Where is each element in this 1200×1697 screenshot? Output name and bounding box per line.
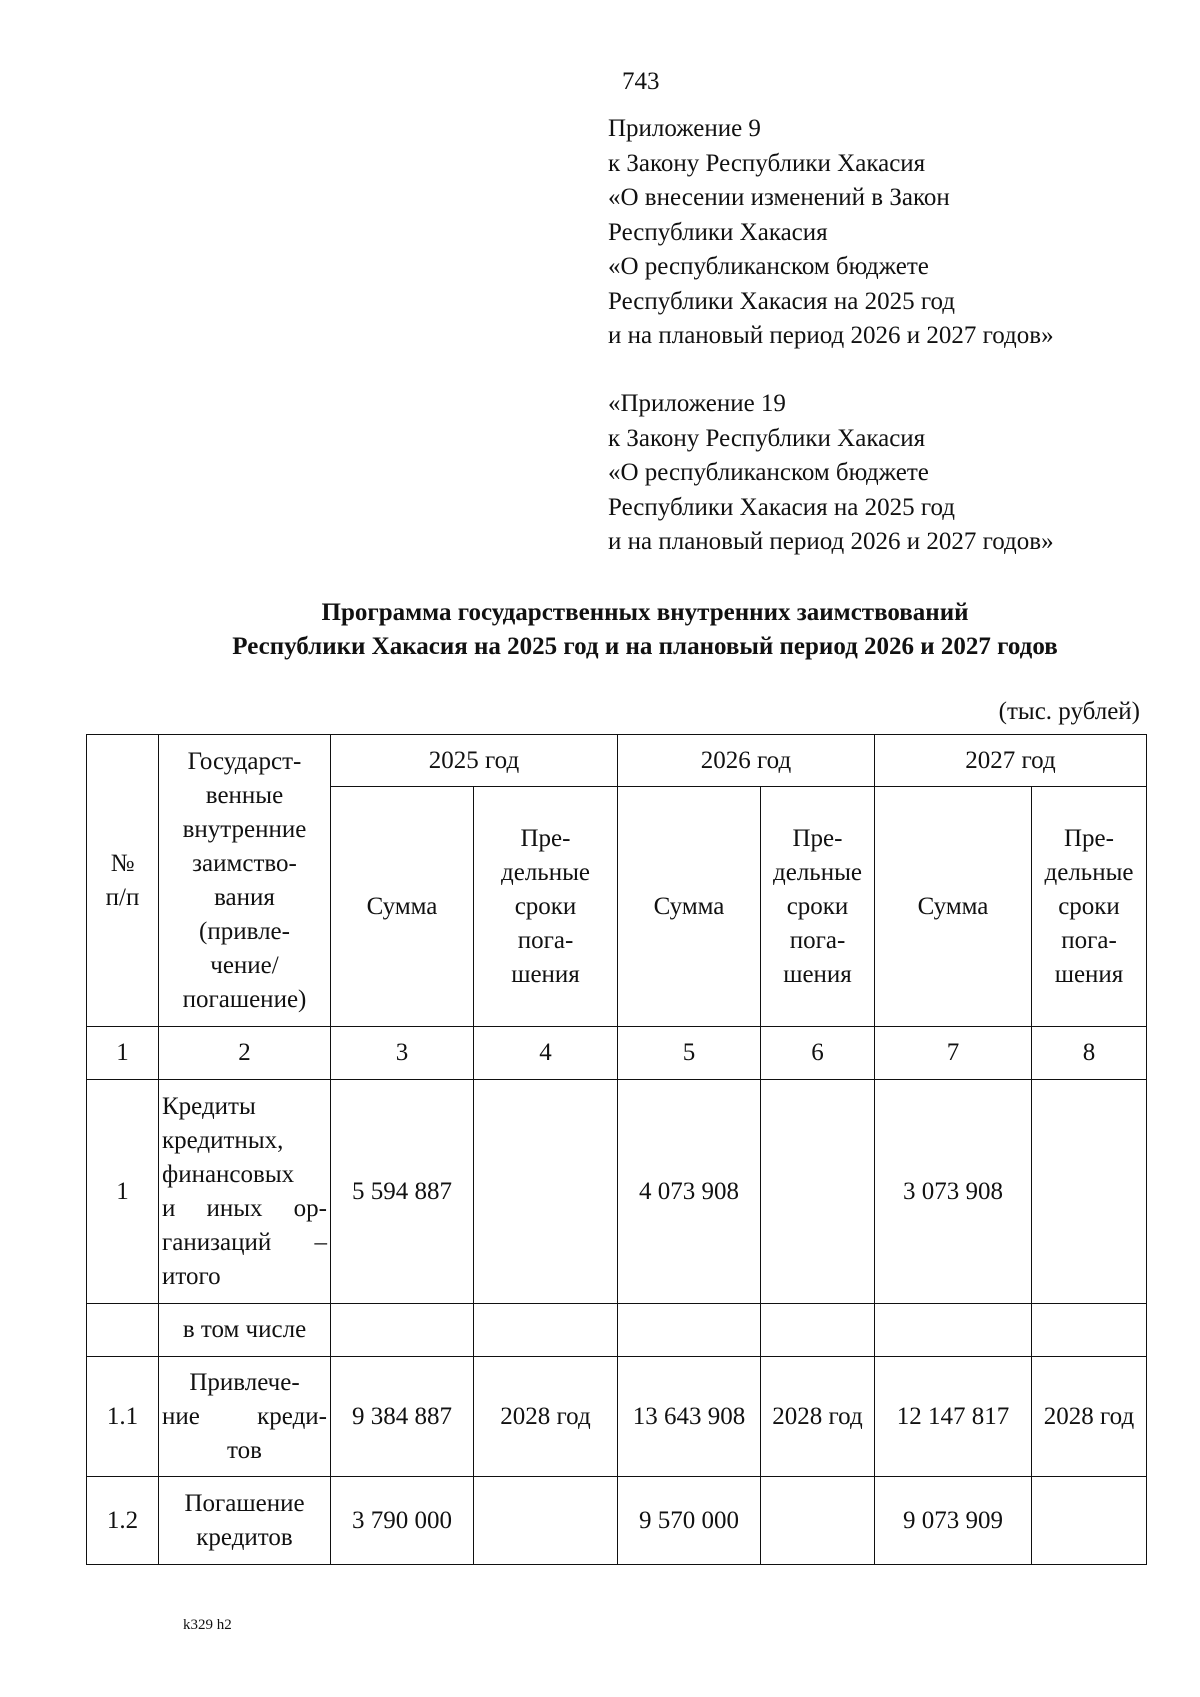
row-num: 1.1 [87, 1357, 159, 1477]
row-num: 1 [87, 1080, 159, 1304]
document-title-line-2: Республики Хакасия на 2025 год и на плановый период 2026 и 2027 годов [232, 633, 1058, 660]
col-number: 8 [1032, 1027, 1147, 1080]
row-num: 1.2 [87, 1477, 159, 1565]
row-sum-2025: 3 790 000 [331, 1477, 474, 1565]
row-sum-2026 [618, 1304, 761, 1357]
row-num [87, 1304, 159, 1357]
table-row [87, 1357, 1147, 1477]
header-term-2027: Пре- дельные сроки пога- шения [1032, 787, 1147, 1027]
page-number: 743 [622, 68, 660, 95]
header-sum-2026: Сумма [618, 787, 761, 1027]
borrowing-table [86, 734, 1147, 1565]
appendix-line: и на плановый период 2026 и 2027 годов» [608, 528, 1054, 555]
row-sum-2027 [875, 1304, 1032, 1357]
row-term-2027: 2028 год [1032, 1357, 1147, 1477]
row-sum-2027: 12 147 817 [875, 1357, 1032, 1477]
row-sum-2026: 4 073 908 [618, 1080, 761, 1304]
col-number: 2 [159, 1027, 331, 1080]
row-name: Привлече- ние креди- тов [159, 1357, 331, 1477]
header-num: № п/п [87, 735, 159, 1027]
row-sum-2025 [331, 1304, 474, 1357]
appendix-line: Республики Хакасия на 2025 год [608, 287, 956, 315]
appendix-9-block [608, 112, 1054, 354]
row-name: в том числе [159, 1304, 331, 1357]
header-sum-2025: Сумма [331, 787, 474, 1027]
row-sum-2025: 9 384 887 [331, 1357, 474, 1477]
row-term-2026: 2028 год [761, 1357, 875, 1477]
appendix-line: к Закону Республики Хакасия [608, 149, 926, 177]
row-name: Погашение кредитов [159, 1477, 331, 1565]
row-sum-2027: 9 073 909 [875, 1477, 1032, 1565]
row-term-2027 [1032, 1477, 1147, 1565]
appendix-line: и на плановый период 2026 и 2027 годов» [608, 322, 1054, 349]
row-name: Кредиты кредитных, финансовых и иных ор- ганизаций – итого [159, 1080, 331, 1304]
appendix-line: Республики Хакасия на 2025 год [608, 493, 956, 521]
row-term-2025: 2028 год [474, 1357, 618, 1477]
appendix-line: «О республиканском бюджете [608, 459, 929, 486]
row-term-2027 [1032, 1304, 1147, 1357]
document-title-line-1: Программа государственных внутренних заимствований [321, 599, 969, 626]
row-sum-2027: 3 073 908 [875, 1080, 1032, 1304]
row-term-2025 [474, 1304, 618, 1357]
row-term-2027 [1032, 1080, 1147, 1304]
appendix-line: Республики Хакасия [608, 218, 828, 246]
table-row [87, 1477, 1147, 1565]
row-term-2025 [474, 1080, 618, 1304]
col-number: 6 [761, 1027, 875, 1080]
col-number: 5 [618, 1027, 761, 1080]
col-number: 1 [87, 1027, 159, 1080]
header-sum-2027: Сумма [875, 787, 1032, 1027]
row-sum-2026: 9 570 000 [618, 1477, 761, 1565]
table-row [87, 1304, 1147, 1357]
appendix-line: «О внесении изменений в Закон [608, 184, 950, 211]
row-term-2026 [761, 1477, 875, 1565]
appendix-line: «О республиканском бюджете [608, 253, 929, 280]
header-year-2027: 2027 год [875, 735, 1147, 787]
header-borrowing-type: Государст- венные внутренние заимство- вания (привле- чение/ погашение) [159, 735, 331, 1027]
row-sum-2025: 5 594 887 [331, 1080, 474, 1304]
col-number: 3 [331, 1027, 474, 1080]
header-year-2025: 2025 год [331, 735, 618, 787]
footer-code: k329 h2 [183, 1617, 232, 1633]
row-sum-2026: 13 643 908 [618, 1357, 761, 1477]
col-number: 7 [875, 1027, 1032, 1080]
appendix-line: к Закону Республики Хакасия [608, 424, 926, 452]
row-term-2026 [761, 1304, 875, 1357]
table-row [87, 1080, 1147, 1304]
units-note: (тыс. рублей) [998, 698, 1140, 725]
row-term-2025 [474, 1477, 618, 1565]
appendix-line: Приложение 9 [608, 115, 761, 142]
row-term-2026 [761, 1080, 875, 1304]
header-term-2025: Пре- дельные сроки пога- шения [474, 787, 618, 1027]
appendix-19-block [608, 387, 1054, 560]
column-number-row [87, 1027, 1147, 1080]
appendix-line: «Приложение 19 [608, 390, 786, 417]
header-term-2026: Пре- дельные сроки пога- шения [761, 787, 875, 1027]
col-number: 4 [474, 1027, 618, 1080]
header-year-2026: 2026 год [618, 735, 875, 787]
